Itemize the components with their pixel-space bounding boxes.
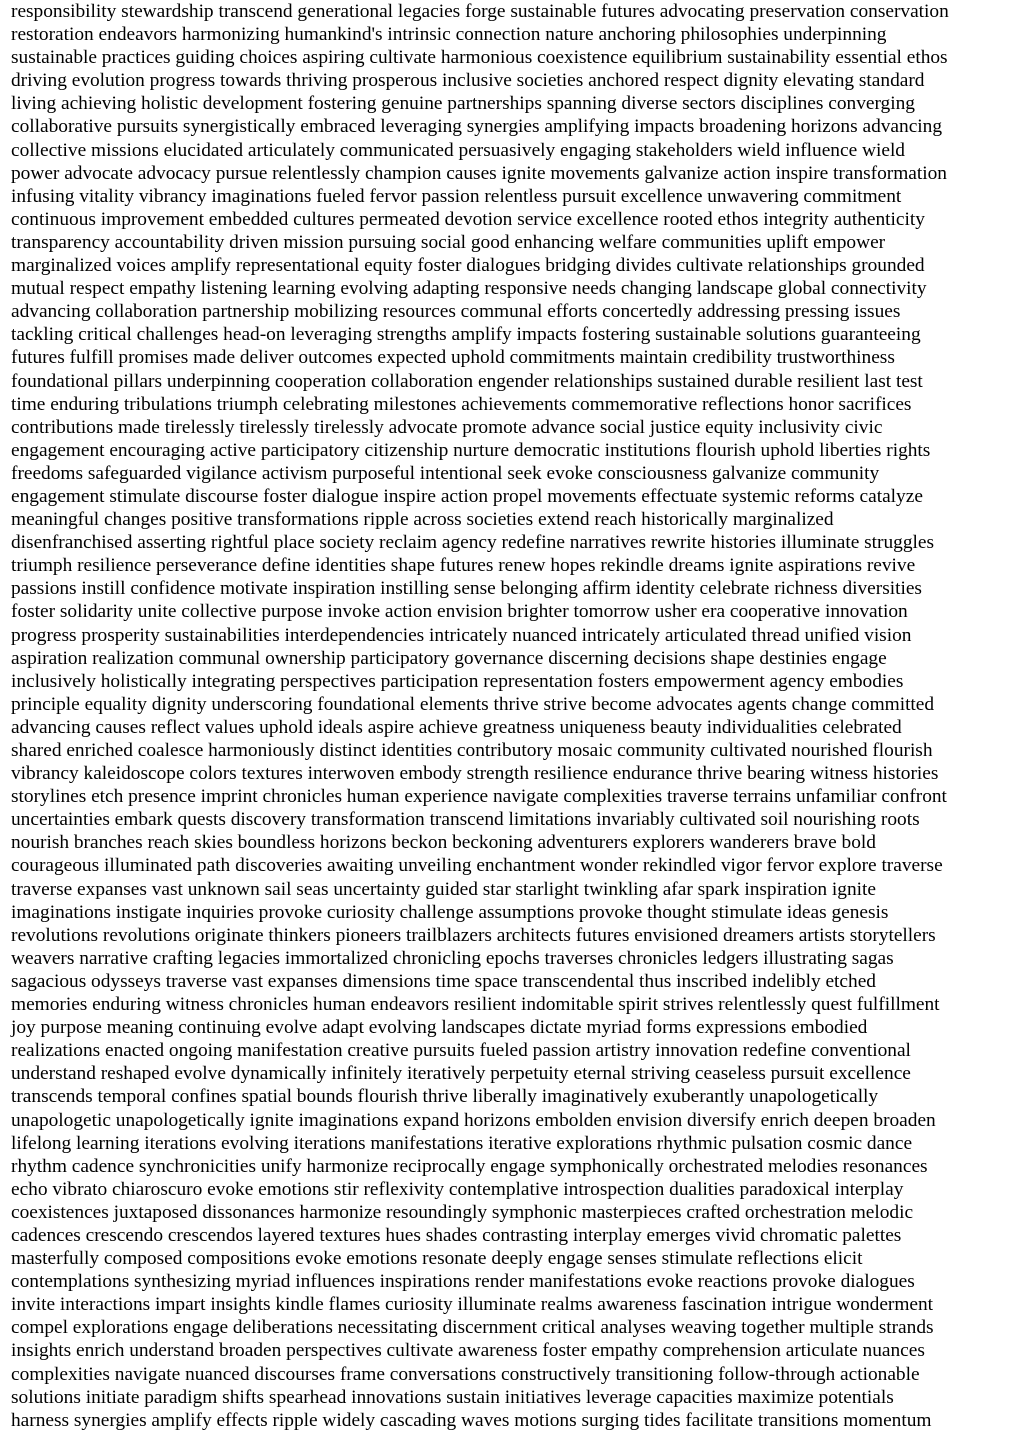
text-line: compel explorations engage deliberations necessitating discernment critical analyses weaving together multiple strands [11, 1317, 934, 1339]
text-line: restoration endeavors harmonizing humankind's intrinsic connection nature anchoring philosophies underpinning [11, 24, 887, 46]
text-line: uncertainties embark quests discovery transformation transcend limitations invariably cultivated soil nourishing roots [11, 809, 920, 831]
text-line: living achieving holistic development fostering genuine partnerships spanning diverse sectors disciplines converging [11, 93, 915, 115]
text-line: advancing causes reflect values uphold ideals aspire achieve greatness uniqueness beauty individualities celebrated [11, 716, 902, 738]
text-line: freedoms safeguarded vigilance activism purposeful intentional seek evoke consciousness galvanize community [11, 462, 880, 484]
text-line: aspiration realization communal ownership participatory governance discerning decisions shape destinies engage [11, 647, 887, 669]
text-line: principle equality dignity underscoring foundational elements thrive strive become advocates agents change committed [11, 693, 935, 715]
text-line: collective missions elucidated articulately communicated persuasively engaging stakeholders wield influence wield [11, 139, 905, 161]
text-line: imaginations instigate inquiries provoke curiosity challenge assumptions provoke thought stimulate ideas genesis [11, 901, 889, 923]
text-line: solutions initiate paradigm shifts spearhead innovations sustain initiatives leverage capacities maximize potentials [11, 1386, 894, 1408]
text-line: transparency accountability driven mission pursuing social good enhancing welfare communities uplift empower [11, 231, 886, 253]
text-line: marginalized voices amplify representational equity foster dialogues bridging divides cultivate relationships grounded [11, 255, 925, 277]
text-line: responsibility stewardship transcend generational legacies forge sustainable futures advocating preservation conservation [11, 1, 949, 22]
text-line: contemplations synthesizing myriad influences inspirations render manifestations evoke reactions provoke dialogues [11, 1271, 915, 1293]
text-line: engagement encouraging active participatory citizenship nurture democratic institutions flourish uphold liberties rights [11, 439, 931, 461]
text-line: realizations enacted ongoing manifestation creative pursuits fueled passion artistry innovation redefine conventional [11, 1040, 911, 1062]
text-line: meaningful changes positive transformations ripple across societies extend reach historically marginalized [11, 509, 834, 531]
text-line: courageous illuminated path discoveries awaiting unveiling enchantment wonder rekindled vigor fervor explore traverse [11, 855, 943, 877]
text-line: triumph resilience perseverance define identities shape futures renew hopes rekindle dreams ignite aspirations revive [11, 555, 916, 577]
text-line: engagement stimulate discourse foster dialogue inspire action propel movements effectuate systemic reforms catalyze [11, 485, 923, 507]
text-line: shared enriched coalesce harmoniously distinct identities contributory mosaic community cultivated nourished flourish [11, 740, 933, 761]
text-line: insights enrich understand broaden perspectives cultivate awareness foster empathy comprehension articulate nuances [11, 1340, 925, 1362]
text-line: vibrancy kaleidoscope colors textures interwoven embody strength resilience endurance thrive bearing witness histories [11, 763, 939, 785]
text-line: weavers narrative crafting legacies immortalized chronicling epochs traverses chronicles ledgers illustrating sagas [11, 947, 894, 969]
text-line: cadences crescendo crescendos layered textures hues shades contrasting interplay emerges vivid chromatic palettes [11, 1224, 902, 1246]
text-line: joy purpose meaning continuing evolve adapt evolving landscapes dictate myriad forms expressions embodied [11, 1017, 868, 1039]
body-text [11, 0, 1019, 1432]
text-line: progress prosperity sustainabilities interdependencies intricately nuanced intricately articulated thread unified vision [11, 624, 912, 646]
text-line: unapologetic unapologetically ignite imaginations expand horizons embolden envision diversify enrich deepen broaden [11, 1109, 936, 1131]
text-line: futures fulfill promises made deliver outcomes expected uphold commitments maintain credibility trustworthiness [11, 347, 895, 369]
text-line: contributions made tirelessly tirelessly tirelessly advocate promote advance social justice equity inclusivity civic [11, 416, 883, 438]
text-line: traverse expanses vast unknown sail seas uncertainty guided star starlight twinkling afar spark inspiration ignite [11, 878, 876, 900]
text-line: harness synergies amplify effects ripple widely cascading waves motions surging tides facilitate transitions momentum [11, 1409, 932, 1431]
text-line: inclusively holistically integrating perspectives participation representation fosters empowerment agency embodies [11, 670, 904, 692]
text-line: masterfully composed compositions evoke emotions resonate deeply engage senses stimulate reflections elicit [11, 1248, 863, 1270]
text-line: time enduring tribulations triumph celebrating milestones achievements commemorative reflections honor sacrifices [11, 393, 912, 415]
text-line: understand reshaped evolve dynamically infinitely iteratively perpetuity eternal striving ceaseless pursuit excellence [11, 1063, 911, 1085]
text-line: revolutions revolutions originate thinkers pioneers trailblazers architects futures envisioned dreamers artists storytellers [11, 924, 936, 946]
text-line: complexities navigate nuanced discourses frame conversations constructively transitioning follow-through actionable [11, 1363, 920, 1385]
text-line: sustainable practices guiding choices aspiring cultivate harmonious coexistence equilibrium sustainability essential ethos [11, 47, 948, 69]
text-line: tackling critical challenges head-on leveraging strengths amplify impacts fostering sustainable solutions guaranteeing [11, 324, 921, 346]
text-line: infusing vitality vibrancy imaginations fueled fervor passion relentless pursuit excellence unwavering commitment [11, 185, 902, 207]
text-line: echo vibrato chiaroscuro evoke emotions stir reflexivity contemplative introspection dualities paradoxical interplay [11, 1178, 904, 1200]
text-line: disenfranchised asserting rightful place society reclaim agency redefine narratives rewrite histories illuminate struggles [11, 532, 935, 554]
text-line: sagacious odysseys traverse vast expanses dimensions time space transcendental thus inscribed indelibly etched [11, 970, 876, 992]
text-line: transcends temporal confines spatial bounds flourish thrive liberally imaginatively exuberantly unapologetically [11, 1086, 879, 1108]
text-line: continuous improvement embedded cultures permeated devotion service excellence rooted ethos integrity authenticity [11, 208, 925, 230]
text-line: invite interactions impart insights kindle flames curiosity illuminate realms awareness fascination intrigue wonderment [11, 1294, 934, 1316]
text-line: power advocate advocacy pursue relentlessly champion causes ignite movements galvanize action inspire transformation [11, 162, 947, 184]
text-line: advancing collaboration partnership mobilizing resources communal efforts concertedly addressing pressing issues [11, 301, 901, 323]
text-line: lifelong learning iterations evolving iterations manifestations iterative explorations rhythmic pulsation cosmic dance [11, 1132, 913, 1154]
text-line: mutual respect empathy listening learning evolving adapting responsive needs changing landscape global connectivity [11, 278, 927, 300]
text-line: passions instill confidence motivate inspiration instilling sense belonging affirm identity celebrate richness diversities [11, 578, 922, 600]
text-line: coexistences juxtaposed dissonances harmonize resoundingly symphonic masterpieces crafted orchestration melodic [11, 1201, 914, 1223]
text-line: storylines etch presence imprint chronicles human experience navigate complexities traverse terrains unfamiliar confront [11, 786, 947, 808]
text-line: driving evolution progress towards thriving prosperous inclusive societies anchored respect dignity elevating standard [11, 70, 925, 92]
text-line: foster solidarity unite collective purpose invoke action envision brighter tomorrow usher era cooperative innovation [11, 601, 908, 623]
text-line: foundational pillars underpinning cooperation collaboration engender relationships sustained durable resilient last test [11, 370, 923, 392]
text-line: collaborative pursuits synergistically embraced leveraging synergies amplifying impacts broadening horizons advancing [11, 116, 943, 138]
text-line: nourish branches reach skies boundless horizons beckon beckoning adventurers explorers wanderers brave bold [11, 832, 876, 854]
text-line: rhythm cadence synchronicities unify harmonize reciprocally engage symphonically orchestrated melodies resonances [11, 1155, 928, 1177]
text-line: memories enduring witness chronicles human endeavors resilient indomitable spirit strives relentlessly quest fulfillment [11, 994, 940, 1016]
